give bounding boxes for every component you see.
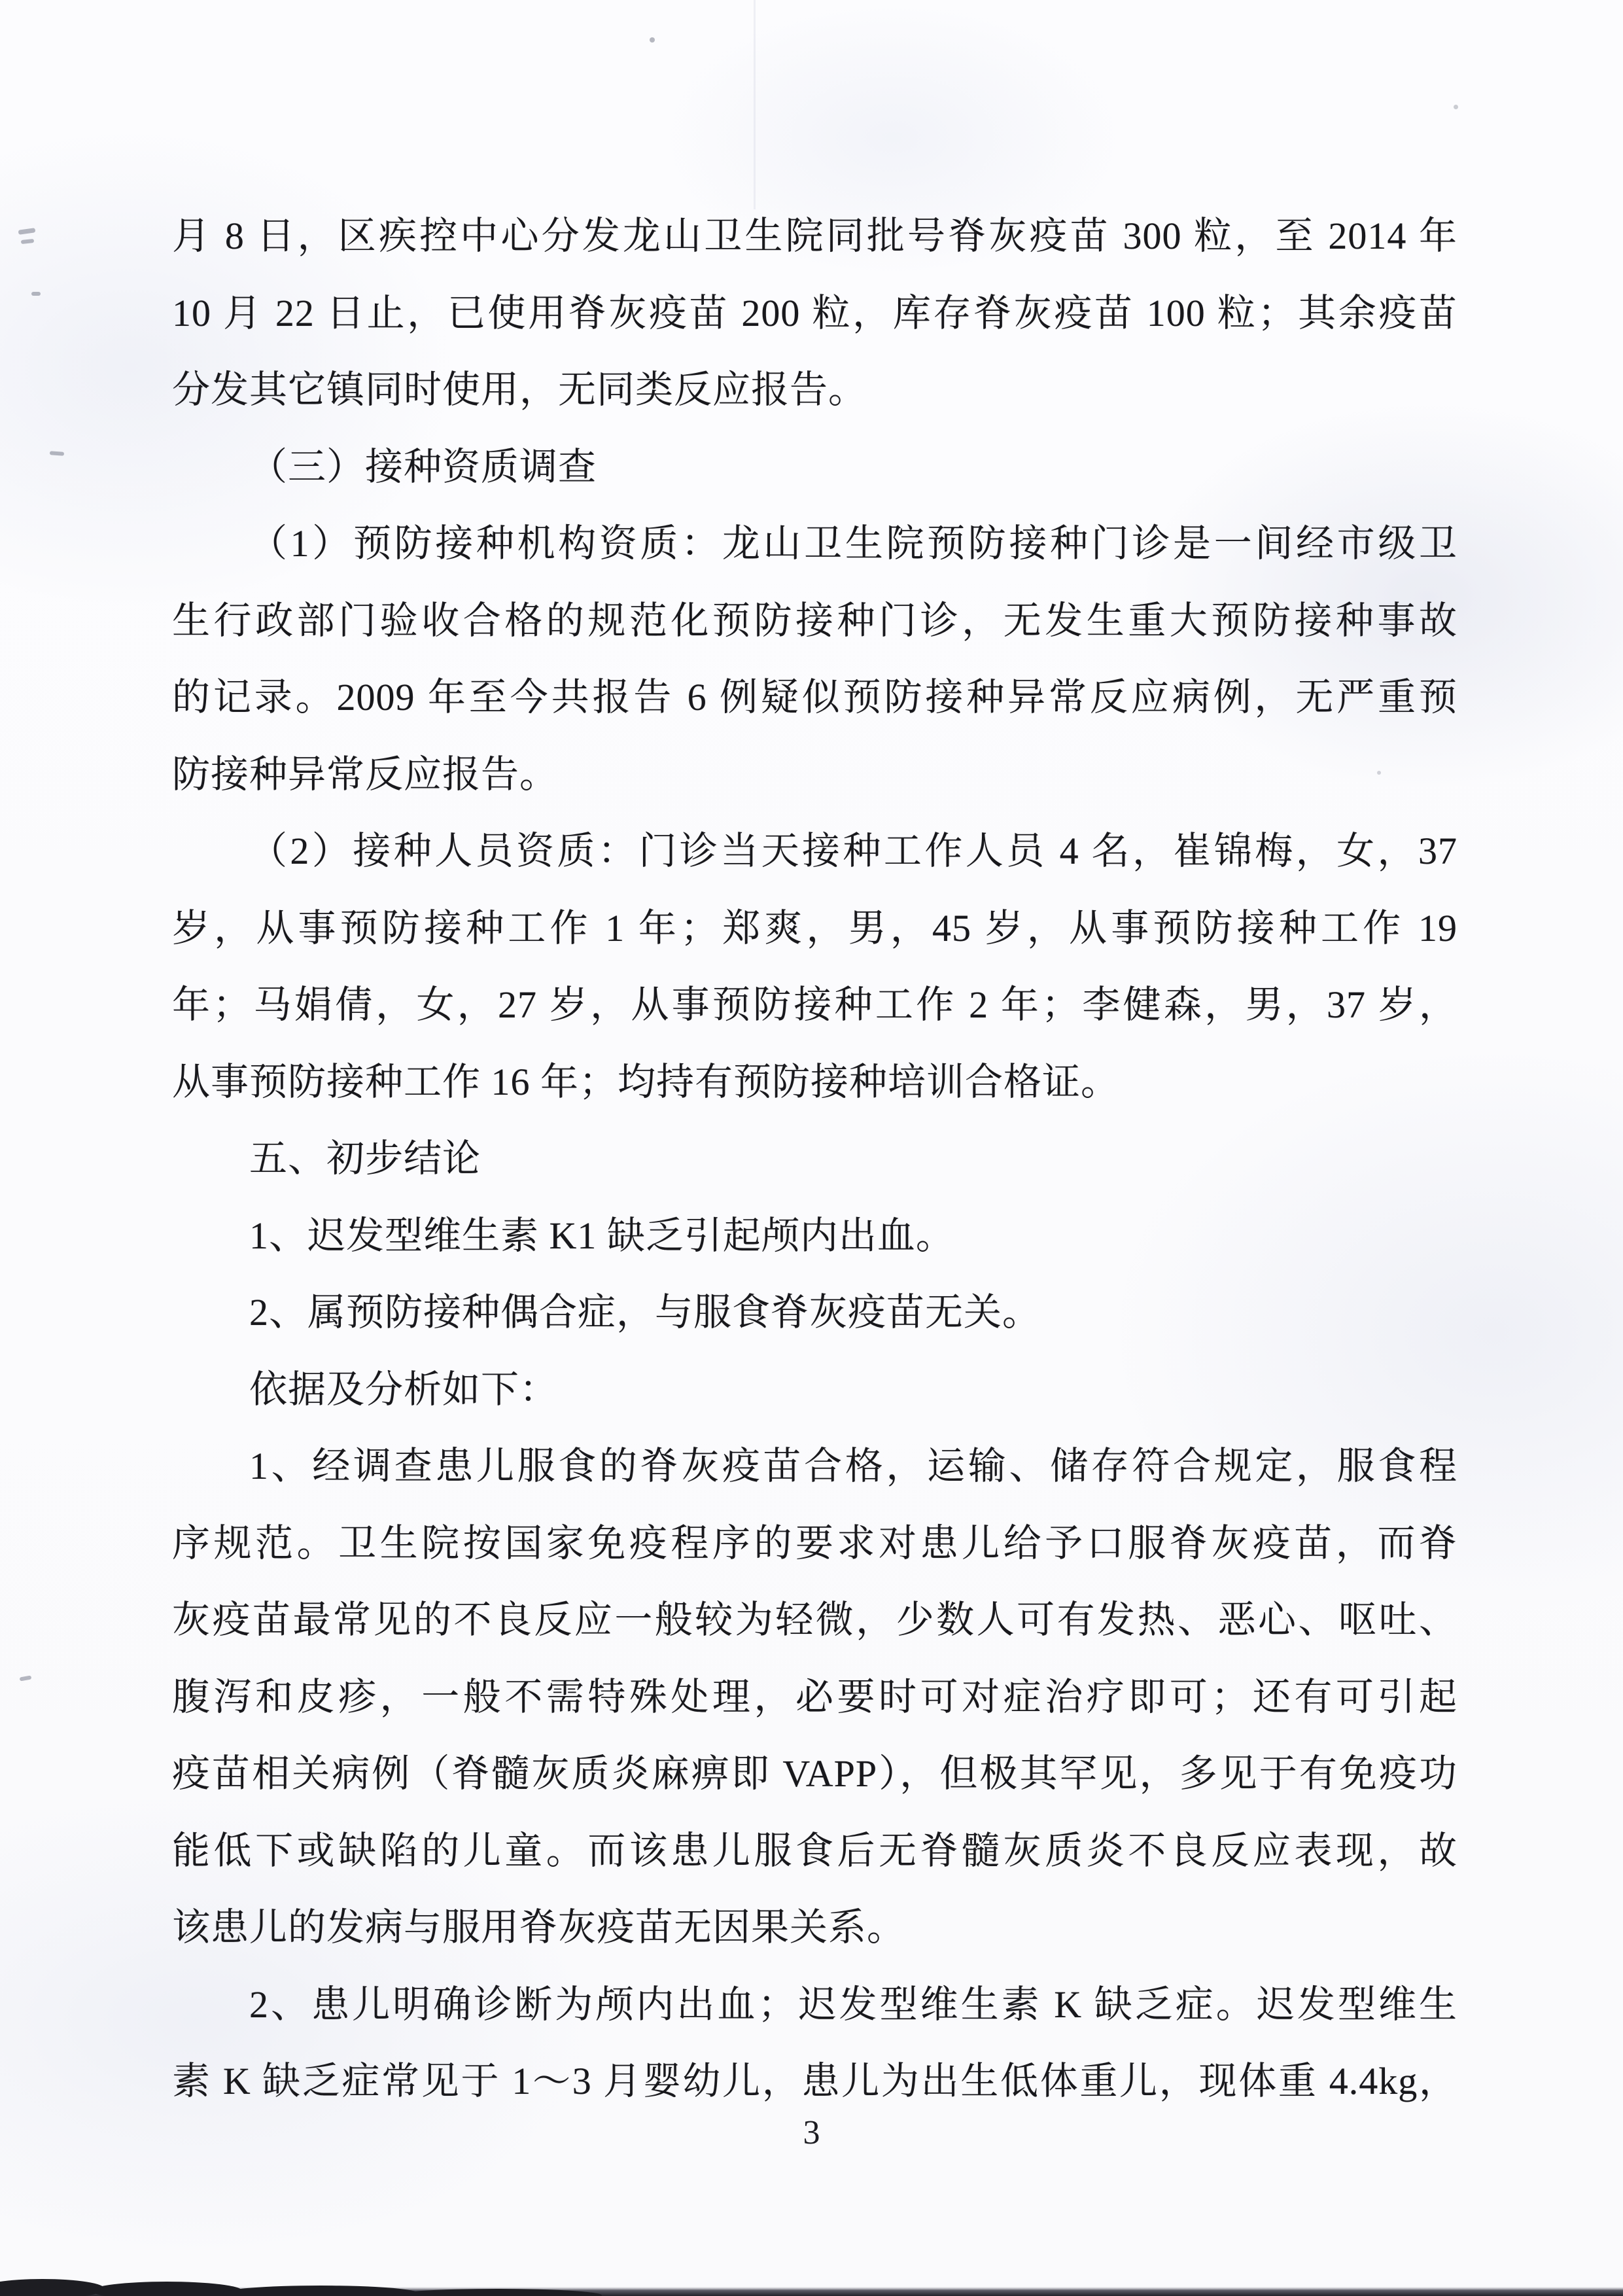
paper-edge-shadow — [0, 2279, 105, 2296]
scan-artifact — [31, 292, 41, 296]
document-line: 该患儿的发病与服用脊灰疫苗无因果关系。 — [172, 1906, 906, 1949]
document-line: 月 8 日，区疾控中心分发龙山卫生院同批号脊灰疫苗 300 粒，至 2014 年 — [172, 215, 1457, 257]
scan-artifact — [650, 37, 655, 43]
document-line: 1、迟发型维生素 K1 缺乏引起颅内出血。 — [249, 1214, 954, 1257]
scan-artifact — [1454, 105, 1458, 109]
document-line: （1）预防接种机构资质：龙山卫生院预防接种门诊是一间经市级卫 — [249, 522, 1457, 565]
document-line: 岁，从事预防接种工作 1 年；郑爽，男，45 岁，从事预防接种工作 19 — [172, 906, 1457, 949]
document-line: 的记录。2009 年至今共报告 6 例疑似预防接种异常反应病例，无严重预 — [172, 676, 1457, 718]
page-number: 3 — [803, 2114, 820, 2151]
document-line: 1、经调查患儿服食的脊灰疫苗合格，运输、储存符合规定，服食程 — [249, 1445, 1457, 1487]
scan-artifact — [21, 239, 35, 244]
document-line: 疫苗相关病例（脊髓灰质炎麻痹即 VAPP），但极其罕见，多见于有免疫功 — [172, 1752, 1457, 1795]
paper-edge-shadow — [92, 2282, 242, 2296]
scan-seam — [754, 0, 756, 209]
document-line: 年；马娟倩，女，27 岁，从事预防接种工作 2 年；李健森，男，37 岁， — [172, 983, 1457, 1026]
document-line: 五、初步结论 — [249, 1137, 481, 1180]
scan-artifact — [20, 1675, 32, 1681]
document-line: （三）接种资质调查 — [249, 445, 597, 488]
document-line: 2、患儿明确诊断为颅内出血；迟发型维生素 K 缺乏症。迟发型维生 — [249, 1983, 1457, 2026]
document-line: 序规范。卫生院按国家免疫程序的要求对患儿给予口服脊灰疫苗，而脊 — [172, 1521, 1457, 1564]
document-line: 从事预防接种工作 16 年；均持有预防接种培训合格证。 — [172, 1060, 1120, 1103]
document-line: 灰疫苗最常见的不良反应一般较为轻微，少数人可有发热、恶心、呕吐、 — [172, 1598, 1457, 1641]
document-line: 生行政部门验收合格的规范化预防接种门诊，无发生重大预防接种事故 — [172, 599, 1457, 642]
scan-artifact — [18, 228, 36, 235]
document-line: 腹泻和皮疹，一般不需特殊处理，必要时可对症治疗即可；还有可引起 — [172, 1675, 1457, 1718]
document-line: 素 K 缺乏症常见于 1～3 月婴幼儿，患儿为出生低体重儿，现体重 4.4kg， — [172, 2060, 1457, 2102]
document-line: 2、属预防接种偶合症，与服食脊灰疫苗无关。 — [249, 1291, 1041, 1333]
document-line: 能低下或缺陷的儿童。而该患儿服食后无脊髓灰质炎不良反应表现，故 — [172, 1829, 1457, 1872]
document-line: 分发其它镇同时使用，无同类反应报告。 — [172, 368, 867, 411]
text-block — [172, 198, 1457, 2120]
document-line: 10 月 22 日止，已使用脊灰疫苗 200 粒，库存脊灰疫苗 100 粒；其余疫苗 — [172, 291, 1457, 334]
document-line: （2）接种人员资质：门诊当天接种工作人员 4 名，崔锦梅，女，37 — [249, 830, 1457, 872]
document-line: 依据及分析如下： — [249, 1368, 559, 1411]
document-line: 防接种异常反应报告。 — [172, 752, 559, 796]
scan-artifact — [50, 451, 64, 456]
